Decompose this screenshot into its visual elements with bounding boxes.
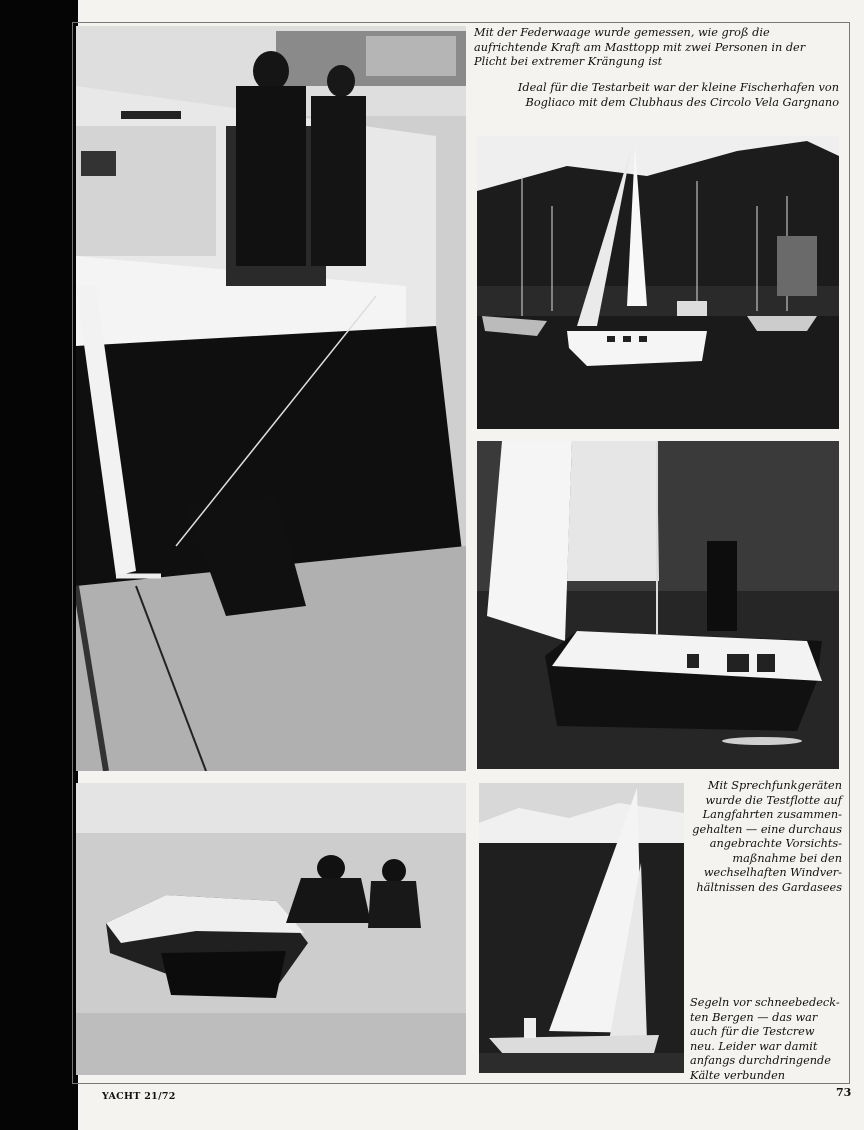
caption-scale-test: Mit der Federwaage wurde gemessen, wie groß die aufrichtende Kraft am Masttopp mit zwei Personen in der Plicht bei extremer Krängung ist (474, 26, 806, 68)
photo-capsized-dinghy (76, 783, 466, 1075)
caption-radio: Mit Sprechfunkgeräten wurde die Testflotte auf Langfahrten zusammen- gehalten — eine durchaus angebrachte Vorsichts- maßnahme bei den wechselhaften Windver- hältnissen des Gardasees (692, 779, 842, 894)
caption-snow: Segeln vor schneebedeck- ten Bergen — das war auch für die Testcrew neu. Leider war damit anfangs durchdringende Kälte verbunden (690, 996, 840, 1082)
issue-label: YACHT 21/72 (102, 1091, 176, 1102)
page-number: 73 (836, 1086, 852, 1099)
photo-heeled-boat-crew (76, 26, 466, 771)
photo-sailboat-genoa (477, 441, 839, 769)
caption-harbor: Ideal für die Testarbeit war der kleine Fischerhafen von Bogliaco mit dem Clubhaus des Circolo Vela Gargnano (517, 81, 839, 109)
photo-harbor-bogliaco (477, 136, 839, 429)
photo-snowy-mountains (479, 783, 684, 1073)
binding-shadow (0, 0, 78, 1130)
